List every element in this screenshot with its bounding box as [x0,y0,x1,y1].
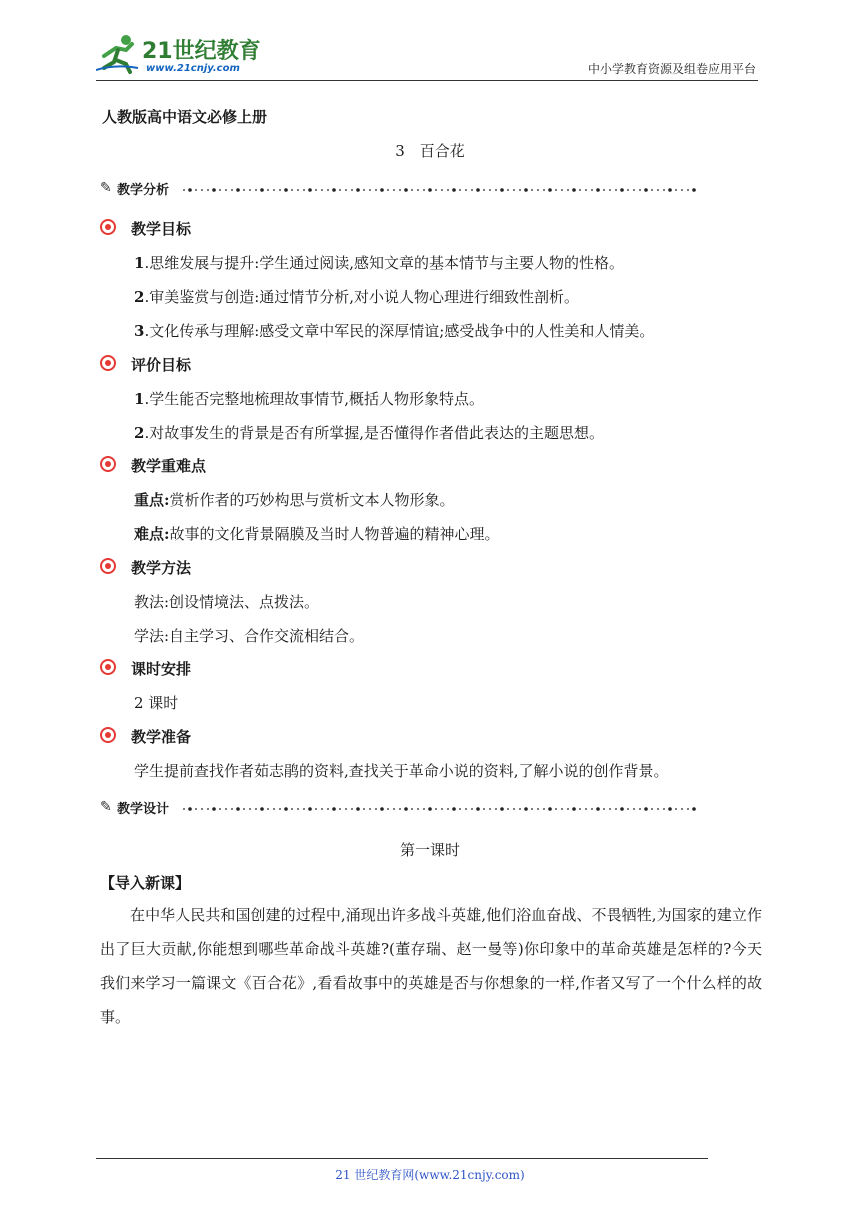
divider-label: 教学设计 [117,802,170,817]
goal-item: 3.文化传承与理解:感受文章中军民的深厚情谊;感受战争中的人性美和人情美。 [134,322,655,340]
dotted-rule [182,188,700,192]
target-bullet-icon [100,355,116,371]
heading-text: 教学方法 [131,559,192,577]
header-divider [96,80,758,81]
pen-icon: ✎ [100,180,112,196]
heading-text: 教学重难点 [131,457,207,475]
target-bullet-icon [100,219,116,235]
goal-item: 1.思维发展与提升:学生通过阅读,感知文章的基本情节与主要人物的性格。 [134,254,625,272]
heading-text: 教学目标 [131,220,192,238]
footer-divider [96,1158,708,1159]
difficult-point: 难点:故事的文化背景隔膜及当时人物普遍的精神心理。 [134,525,500,543]
book-title: 人教版高中语文必修上册 [102,108,268,126]
evaluation-item: 2.对故事发生的背景是否有所掌握,是否懂得作者借此表达的主题思想。 [134,424,604,442]
target-bullet-icon [100,558,116,574]
target-bullet-icon [100,456,116,472]
logo-url: www.21cnjy.com [146,63,240,74]
preparation-text: 学生提前查找作者茹志鹃的资料,查找关于革命小说的资料,了解小说的创作背景。 [134,762,669,780]
heading-text: 评价目标 [131,356,192,374]
teaching-method: 教法:创设情境法、点拨法。 [134,593,320,611]
divider-label: 教学分析 [117,183,170,198]
period-title: 第一课时 [399,841,460,859]
intro-paragraph: 在中华人民共和国创建的过程中,涌现出许多战斗英雄,他们浴血奋战、不畏牺牲,为国家的建立作出了巨大贡献,你能想到哪些革命战斗英雄?(董存瑞、赵一曼等)你印象中的革命英雄是怎样的?今天我们来学习一篇课文《百合花》,看看故事中的英雄是否与你想象的一样,作者又写了一个什么样的故事。 [100,906,762,1026]
evaluation-item: 1.学生能否完整地梳理故事情节,概括人物形象特点。 [134,390,484,408]
target-bullet-icon [100,727,116,743]
goal-item: 2.审美鉴赏与创造:通过情节分析,对小说人物心理进行细致性剖析。 [134,288,580,306]
schedule-text: 2 课时 [134,694,179,712]
site-logo [96,34,266,78]
learning-method: 学法:自主学习、合作交流相结合。 [134,627,365,645]
platform-label: 中小学教育资源及组卷应用平台 [587,62,756,76]
runner-logo-icon [96,34,140,74]
lesson-title: 3 百合花 [395,142,465,160]
footer-text: 21 世纪教育网(www.21cnjy.com) [335,1168,525,1182]
target-bullet-icon [100,659,116,675]
section-divider-analysis [100,179,700,199]
section-divider-design [100,798,700,818]
intro-heading: 【导入新课】 [100,874,191,892]
heading-text: 课时安排 [131,660,192,678]
dotted-rule [182,807,700,811]
heading-text: 教学准备 [131,728,192,746]
logo-text: 21世纪教育 [142,39,261,64]
pen-icon: ✎ [100,799,112,815]
key-point: 重点:赏析作者的巧妙构思与赏析文本人物形象。 [134,491,455,509]
